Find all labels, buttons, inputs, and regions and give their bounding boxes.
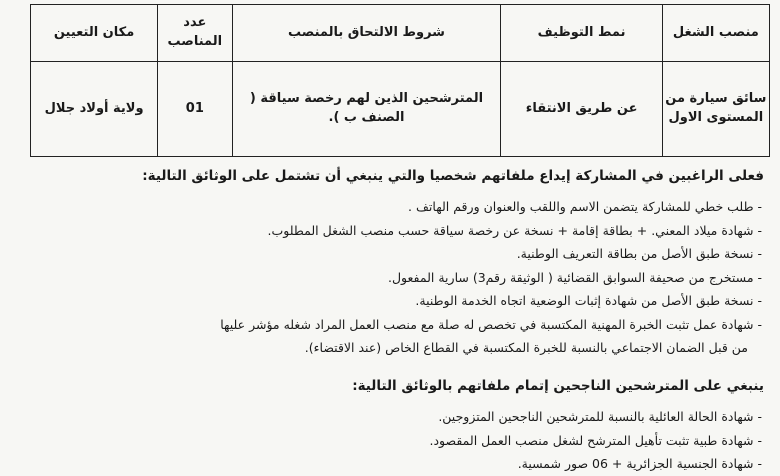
successful-candidates-documents-list: [22, 405, 762, 476]
list-item: - طلب خطي للمشاركة يتضمن الاسم واللقب والعنوان ورقم الهاتف .: [408, 199, 762, 214]
header-conditions: شروط الالتحاق بالمنصب: [232, 5, 501, 62]
cell-conditions: المترشحين الذين لهم رخصة سياقة ( الصنف ب ).: [232, 62, 501, 157]
list-item: - نسخة طبق الأصل من شهادة إثبات الوضعية اتجاه الخدمة الوطنية.: [415, 293, 762, 308]
list-item: - شهادة طبية تثبت تأهيل المترشح لشغل منصب العمل المقصود.: [429, 432, 762, 448]
cell-location: ولاية أولاد جلال: [31, 62, 158, 157]
list-item: - شهادة ميلاد المعني. + بطاقة إقامة + نسخة عن رخصة سياقة حسب منصب الشغل المطلوب.: [267, 222, 762, 238]
required-documents-list: [22, 195, 762, 360]
header-count: عدد المناصب: [158, 5, 232, 62]
list-item-continuation: من قبل الضمان الاجتماعي بالنسبة للخبرة المكتسبة في القطاع الخاص (عند الاقتضاء).: [304, 340, 748, 355]
table-header-row: [31, 5, 770, 62]
job-table: [30, 4, 770, 157]
header-location: مكان التعيين: [31, 5, 158, 62]
list-item: - مستخرج من صحيفة السوابق القضائية ( الوثيقة رقم3) سارية المفعول.: [388, 269, 762, 285]
list-item: - شهادة عمل تثبت الخبرة المهنية المكتسبة في تخصص له صلة مع منصب العمل المراد شغله مؤشر عليها: [220, 316, 762, 332]
list-item: - شهادة الجنسية الجزائرية + 06 صور شمسية.: [517, 456, 762, 471]
cell-count: 01: [158, 62, 232, 157]
cell-mode: عن طريق الانتقاء: [501, 62, 662, 157]
header-position: منصب الشغل: [662, 5, 769, 62]
list-item: - نسخة طبق الأصل من بطاقة التعريف الوطنية.: [516, 246, 762, 261]
section-heading-required-documents: فعلى الراغبين في المشاركة إيداع ملفاتهم شخصيا والتي ينبغي أن تشتمل على الوثائق التالية:: [142, 168, 764, 184]
table-row: [31, 62, 770, 157]
list-item: - شهادة الحالة العائلية بالنسبة للمترشحين الناجحين المتزوجين.: [438, 409, 762, 424]
cell-position: سائق سيارة من المستوى الاول: [662, 62, 769, 157]
section-heading-successful-candidates: ينبغي على المترشحين الناجحين إتمام ملفاتهم بالوثائق التالية:: [352, 378, 764, 394]
header-mode: نمط التوظيف: [501, 5, 662, 62]
